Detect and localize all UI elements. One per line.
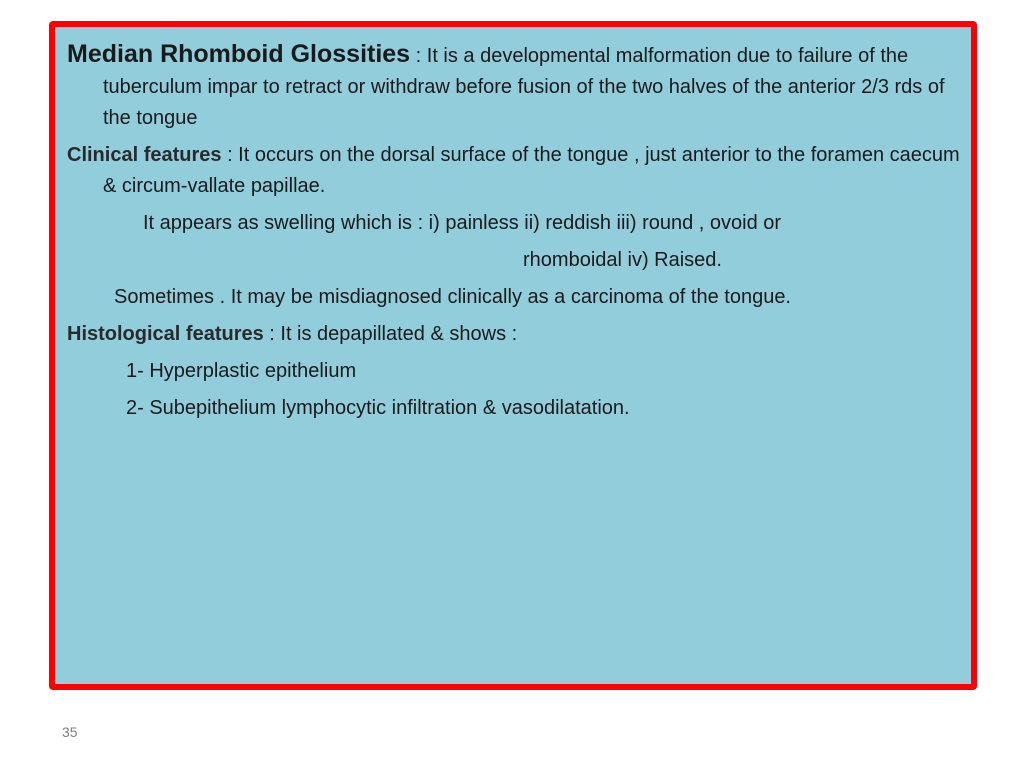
histology-item: 2- Subepithelium lymphocytic infiltration & vasodilatation. (126, 397, 630, 419)
misdiagnosis-line: Sometimes . It may be misdiagnosed clinically as a carcinoma of the tongue. (114, 286, 791, 308)
appearance-line-continued: rhomboidal iv) Raised. (523, 249, 722, 271)
definition-paragraph (67, 39, 961, 134)
clinical-paragraph (67, 140, 961, 202)
page-number: 35 (62, 724, 78, 740)
content-box (49, 21, 977, 690)
histological-features-text: : It is depapillated & shows : (263, 323, 518, 345)
clinical-features-text: : It occurs on the dorsal surface of the tongue , just anterior to the foramen caecum & circum-vallate papillae. (103, 144, 960, 197)
clinical-features-label: Clinical features (67, 144, 222, 166)
definition-text: : It is a developmental malformation due to failure of the tuberculum impar to retract or withdraw before fusion of the two halves of the anterior 2/3 rds of the tongue (103, 45, 945, 129)
appearance-line: It appears as swelling which is : i) painless ii) reddish iii) round , ovoid or (143, 212, 782, 234)
histological-paragraph (67, 319, 961, 350)
histological-features-label: Histological features (67, 323, 264, 345)
slide-text (67, 39, 961, 430)
slide-title: Median Rhomboid Glossities (67, 40, 411, 68)
histology-item: 1- Hyperplastic epithelium (126, 360, 357, 382)
